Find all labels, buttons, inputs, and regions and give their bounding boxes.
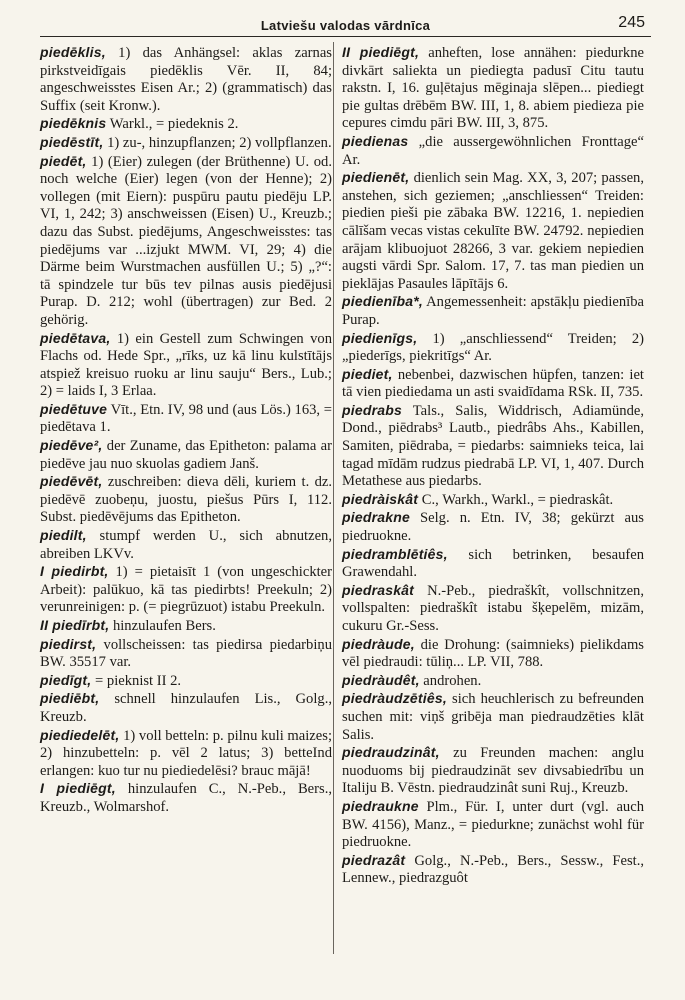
entry-definition: „die aussergewöhnlichen Fronttage“ Ar.: [342, 133, 644, 168]
dictionary-entry: [40, 780, 332, 816]
entry-headword: piedēve²,: [40, 437, 103, 454]
entry-definition: 1) zu-, hinzupflanzen; 2) vollpflanzen.: [103, 134, 332, 151]
entry-definition: 1) (Eier) zulegen (der Brüthenne) U. od. noch welche (Eier) legen (von der Henne); 2) vollegen (mit Eiern): puspūru pautu piedēju LP. VI, 1, 242; 3) anschweissen (Eisen) U., Kreuzb.; dazu das Subst. piedējums, Angeschweisstes: tas piedējums var ...izjukt MWM. VI, 29; 4) die Därme beim Wurstmachen ausfüllen U.; 5) „?“: tā spindzele tur būs tev pilnas ausis piedējusi Purap. D. 212; wohl (übertragen) zur Bed. 2 gehörig.: [40, 153, 332, 328]
dictionary-entry: [342, 402, 644, 491]
entry-definition: 1) = pietaisīt 1 (von ungeschickter Arbeit): palūkuo, kā tas piedirbts! Preekuln; 2) verunreinigen: p. (= piegrūzuot) istabu Preekuln.: [40, 564, 333, 616]
entry-definition: Golg., N.-Peb., Bers., Sessw., Fest., Lennew., piedrazguôt: [342, 852, 644, 887]
entry-headword: piedilt,: [40, 527, 87, 544]
dictionary-entry: [342, 852, 644, 888]
running-title: Latviešu valodas vārdnīca: [260, 18, 431, 33]
entry-definition: zuschreiben: dieva dēli, kuriem t. dz. piedēvē zuobeņu, juostu, piešus Pūrs I, 112. Subst. piedēvējums das Epitheton.: [40, 474, 332, 526]
dictionary-entry: [342, 366, 644, 402]
dictionary-entry: [342, 133, 644, 169]
entry-definition: Angemessenheit: apstākļu piedienība Purap.: [342, 294, 644, 328]
entry-headword: piedēvēt,: [40, 473, 103, 490]
page-number: 245: [618, 14, 645, 31]
dictionary-entry: [342, 636, 644, 672]
entry-definition: hinzulaufen Bers.: [109, 618, 216, 634]
dictionary-entry: [40, 727, 332, 781]
entry-definition: zu Freunden machen: anglu nuoduoms bij piedraudzināt sev divsabiedrību un Italiju B. Vēstn. piedraudzinât suni Ruj., Kreuzb.: [342, 745, 644, 797]
entry-headword: piediet,: [342, 365, 393, 382]
entry-headword: piedētuve: [40, 400, 108, 417]
dictionary-entry: [342, 509, 644, 545]
entry-headword: piedēt,: [40, 152, 87, 169]
entry-headword: piedràiskât: [342, 490, 419, 507]
entry-definition: anheften, lose annähen: piedurkne divkārt saliekta un piediegta padusī Citu tautu rakstn. I, 16. guļētajus mēginaja slēpen... piediegt pie gultas drēbēm BW. III, 1, 8. abiem piedieza pie cepures cimdu pāri BW. III, 3, 875.: [342, 45, 644, 132]
entry-definition: N.-Peb., piedraškît, vollschnitzen, vollspalten: piedraškît istabu šķepelēm, mizām, cukuru Gr.-Sess.: [342, 582, 644, 634]
dictionary-entry: [40, 563, 332, 617]
entry-definition: 1) das Anhängsel: aklas zarnas pirkstveidīgais piedēklis Vēr. II, 84; angeschweisstes Eisen Ar.; 2) (grammatisch) das Suffix (seit Kronw.).: [40, 45, 332, 114]
entry-definition: vollscheissen: tas piedirsa piedarbiņu BW. 35517 var.: [40, 636, 332, 671]
dictionary-entry: [342, 690, 644, 744]
right-column: [342, 44, 644, 888]
dictionary-entry: [40, 153, 332, 330]
entry-definition: 1) ein Gestell zum Schwingen von Flachs od. Hede Spr., „rīks, uz kā linu kulstītājs atspiež kreisuo ruoku ar linu sauju“ Bers., Lub.; 2) = laids I, 3 Erlaa.: [40, 330, 332, 400]
dictionary-entry: [40, 672, 332, 691]
dictionary-entry: [342, 582, 644, 636]
entry-headword: piedēstīt,: [40, 133, 104, 150]
dictionary-entry: [40, 690, 332, 726]
entry-headword: piedīgt,: [40, 671, 92, 688]
column-divider: [333, 42, 334, 954]
entry-definition: stumpf werden U., sich abnutzen, abreiben LKVv.: [40, 528, 332, 562]
dictionary-entry: [40, 401, 332, 437]
left-column: [40, 44, 332, 817]
entry-definition: sich betrinken, besaufen Grawendahl.: [342, 546, 644, 581]
entry-definition: Selg. n. Etn. IV, 38; gekürzt aus piedruokne.: [342, 510, 644, 545]
entry-definition: Warkl., = piedeknis 2.: [106, 116, 239, 133]
dictionary-entry: [342, 491, 644, 510]
entry-definition: 1) „anschliessend“ Treiden; 2) „piederīgs, piekritīgs“ Ar.: [342, 330, 644, 365]
entry-definition: der Zuname, das Epitheton: palama ar piedēve jau nuo skuolas gadiem Janš.: [40, 438, 332, 472]
entry-headword: piedēklis,: [40, 44, 106, 60]
dictionary-entry: [342, 546, 644, 582]
entry-definition: nebenbei, dazwischen hüpfen, tanzen: iet tā vien piediedama un asti svaidīdama RSk. II, 735.: [342, 366, 644, 401]
entry-definition: Vīt., Etn. IV, 98 und (aus Lös.) 163, = piedētava 1.: [40, 401, 332, 436]
dictionary-entry: [342, 672, 644, 691]
dictionary-entry: [40, 330, 332, 401]
entry-headword: I piediēgt,: [40, 780, 116, 797]
entry-headword: piedraudzinât,: [342, 744, 440, 761]
entry-headword: piedramblētiês,: [342, 545, 448, 562]
entry-headword: piedrazât: [342, 851, 406, 868]
entry-definition: = pieknist II 2.: [91, 672, 182, 689]
entry-headword: piedrakne: [342, 509, 410, 526]
entry-definition: C., Warkh., Warkl., = piedraskât.: [418, 491, 614, 508]
entry-headword: piedràudêt,: [342, 671, 420, 688]
dictionary-entry: [342, 293, 644, 329]
entry-headword: I piedirbt,: [40, 563, 109, 580]
entry-headword: piediedelēt,: [40, 726, 120, 743]
entry-headword: piedienas: [342, 132, 409, 149]
entry-headword: piedienēt,: [342, 169, 410, 186]
dictionary-entry: [342, 744, 644, 798]
entry-definition: 1) voll betteln: p. pilnu kuli maizes; 2) hinzubetteln: p. vēl 2 latus; 3) betteInd erlangen: kuo tur nu piediedelēsi? brauc mājā!: [40, 727, 332, 779]
entry-headword: piedrabs: [342, 401, 402, 418]
entry-headword: II piediēgt,: [342, 44, 420, 60]
dictionary-entry: [342, 798, 644, 852]
dictionary-entry: [342, 169, 644, 293]
entry-definition: schnell hinzulaufen Lis., Golg., Kreuzb.: [40, 691, 332, 725]
entry-headword: piedēknis: [40, 115, 107, 132]
entry-definition: Plm., Für. I, unter durt (vgl. auch BW. 4156), Manz., = piedurkne; zunächst wohl für piedruokne.: [342, 798, 644, 851]
dictionary-entry: [40, 134, 332, 153]
entry-headword: piedētava,: [40, 329, 111, 346]
dictionary-entry: [40, 617, 332, 636]
entry-headword: piedràude,: [342, 635, 415, 652]
entry-headword: piedirst,: [40, 635, 97, 652]
entry-definition: sich heuchlerisch zu befreunden suchen mit: viņš gribēja man piedraudzēties klāt Salis.: [342, 691, 644, 743]
entry-headword: piedienīgs,: [342, 329, 418, 346]
entry-definition: hinzulaufen C., N.-Peb., Bers., Kreuzb., Wolmarshof.: [40, 781, 332, 815]
entry-headword: piedraukne: [342, 797, 419, 814]
dictionary-entry: [40, 437, 332, 473]
entry-headword: II piedīrbt,: [40, 617, 110, 633]
dictionary-entry: [342, 330, 644, 366]
entry-definition: dienlich sein Mag. XX, 3, 207; passen, anstehen, sich geziemen; „anschliessen“ Treiden: piedien pieši pie zābaka BW. 12216, 1. nepiedien cālīšam vecas vistas cekulīte BW. 24792. nepiedien arājam klibuojuot 28266, 3 var. gekiem nepiedien augsti vārdi Spr. Salom. 17, 7. tas man piedien un pieklājas Pasaules lāpītājs 6.: [342, 170, 644, 292]
dictionary-entry: [40, 44, 332, 115]
entry-headword: piedràudzētiês,: [342, 690, 447, 707]
running-header: [40, 8, 651, 37]
dictionary-entry: [40, 473, 332, 527]
entry-definition: die Drohung: (saimnieks) pielikdams vēl piedraudi: tūliņ... LP. VII, 788.: [342, 636, 644, 671]
entry-headword: piedienība*,: [342, 293, 423, 310]
entry-headword: piediēbt,: [40, 690, 100, 707]
entry-definition: Tals., Salis, Widdrisch, Adiamünde, Dond., piēdrabs³ Lautb., piedrâbs Ahs., Kabillen, Samiten, piēdraba, = piedarbs: saimnieks teica, lai tagad mīdām rudzus piedrabā LP. VI, 1, 407. Durch Metathese aus piedarbs.: [342, 402, 644, 490]
entry-definition: androhen.: [419, 672, 482, 689]
dictionary-entry: [40, 636, 332, 672]
dictionary-entry: [40, 527, 332, 563]
entry-headword: piedraskât: [342, 581, 415, 598]
dictionary-entry: [342, 44, 644, 133]
dictionary-entry: [40, 115, 332, 134]
